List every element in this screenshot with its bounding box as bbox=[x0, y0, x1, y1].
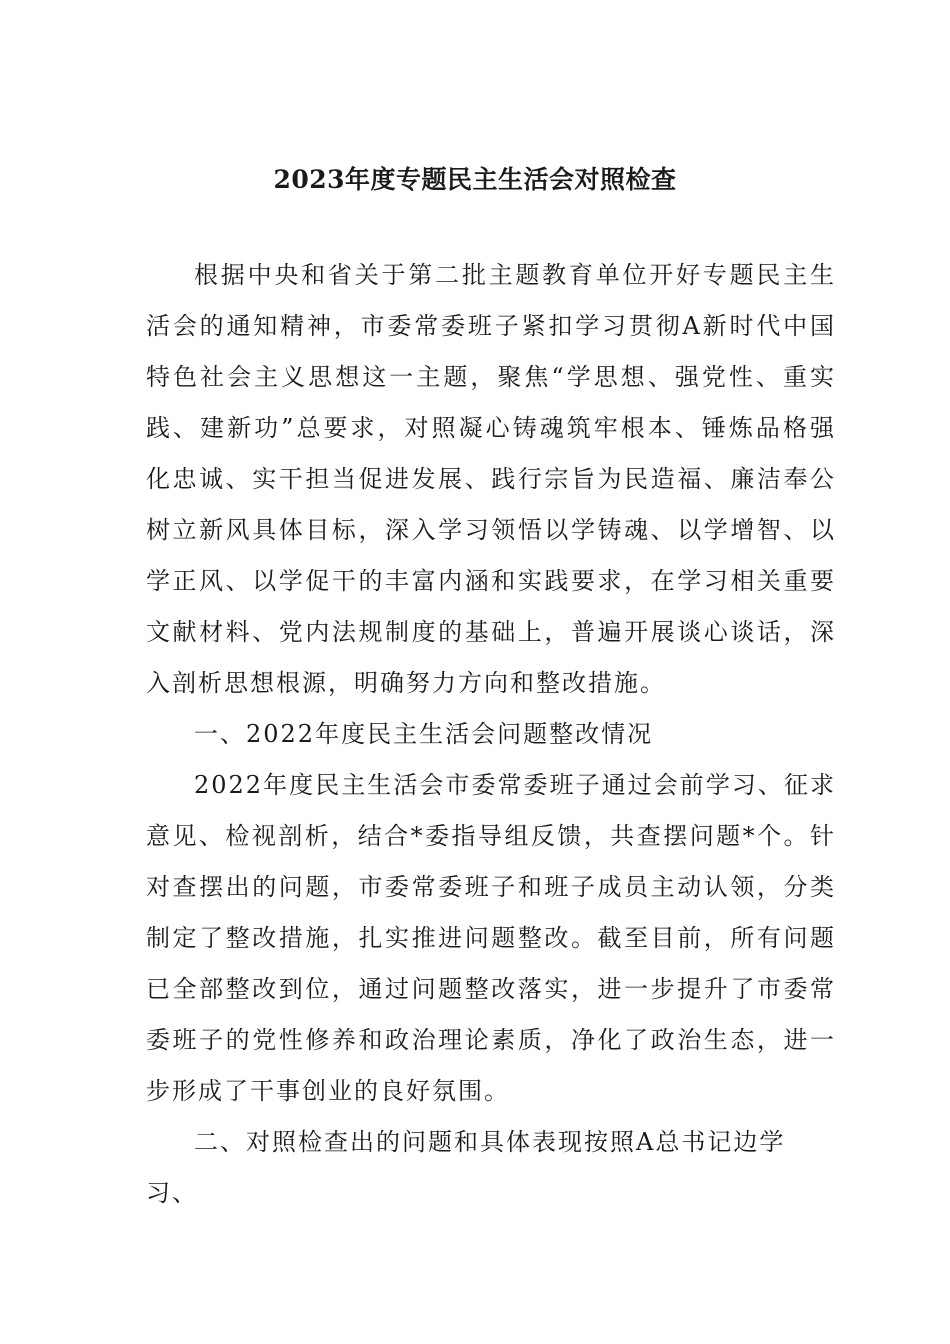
document-title: 2023年度专题民主生活会对照检查 bbox=[273, 165, 677, 194]
section-heading-2: 二、对照检查出的问题和具体表现按照A总书记边学习、 bbox=[146, 1128, 786, 1207]
document-body bbox=[146, 250, 836, 1219]
paragraph-intro: 根据中央和省关于第二批主题教育单位开好专题民主生活会的通知精神，市委常委班子紧扣学习贯彻A新时代中国特色社会主义思想这一主题，聚焦“学思想、强党性、重实践、建新功”总要求，对照凝心铸魂筑牢根本、锤炼品格强化忠诚、实干担当促进发展、践行宗旨为民造福、廉洁奉公树立新风具体目标，深入学习领悟以学铸魂、以学增智、以学正风、以学促干的丰富内涵和实践要求，在学习相关重要文献材料、党内法规制度的基础上，普遍开展谈心谈话，深入剖析思想根源，明确努力方向和整改措施。 bbox=[146, 261, 836, 697]
section-heading-1: 一、2022年度民主生活会问题整改情况 bbox=[194, 720, 654, 748]
paragraph-rectification: 2022年度民主生活会市委常委班子通过会前学习、征求意见、检视剖析，结合*委指导组反馈，共查摆问题*个。针对查摆出的问题，市委常委班子和班子成员主动认领，分类制定了整改措施，扎实推进问题整改。截至目前，所有问题已全部整改到位，通过问题整改落实，进一步提升了市委常委班子的党性修养和政治理论素质，净化了政治生态，进一步形成了干事创业的良好氛围。 bbox=[146, 771, 836, 1105]
